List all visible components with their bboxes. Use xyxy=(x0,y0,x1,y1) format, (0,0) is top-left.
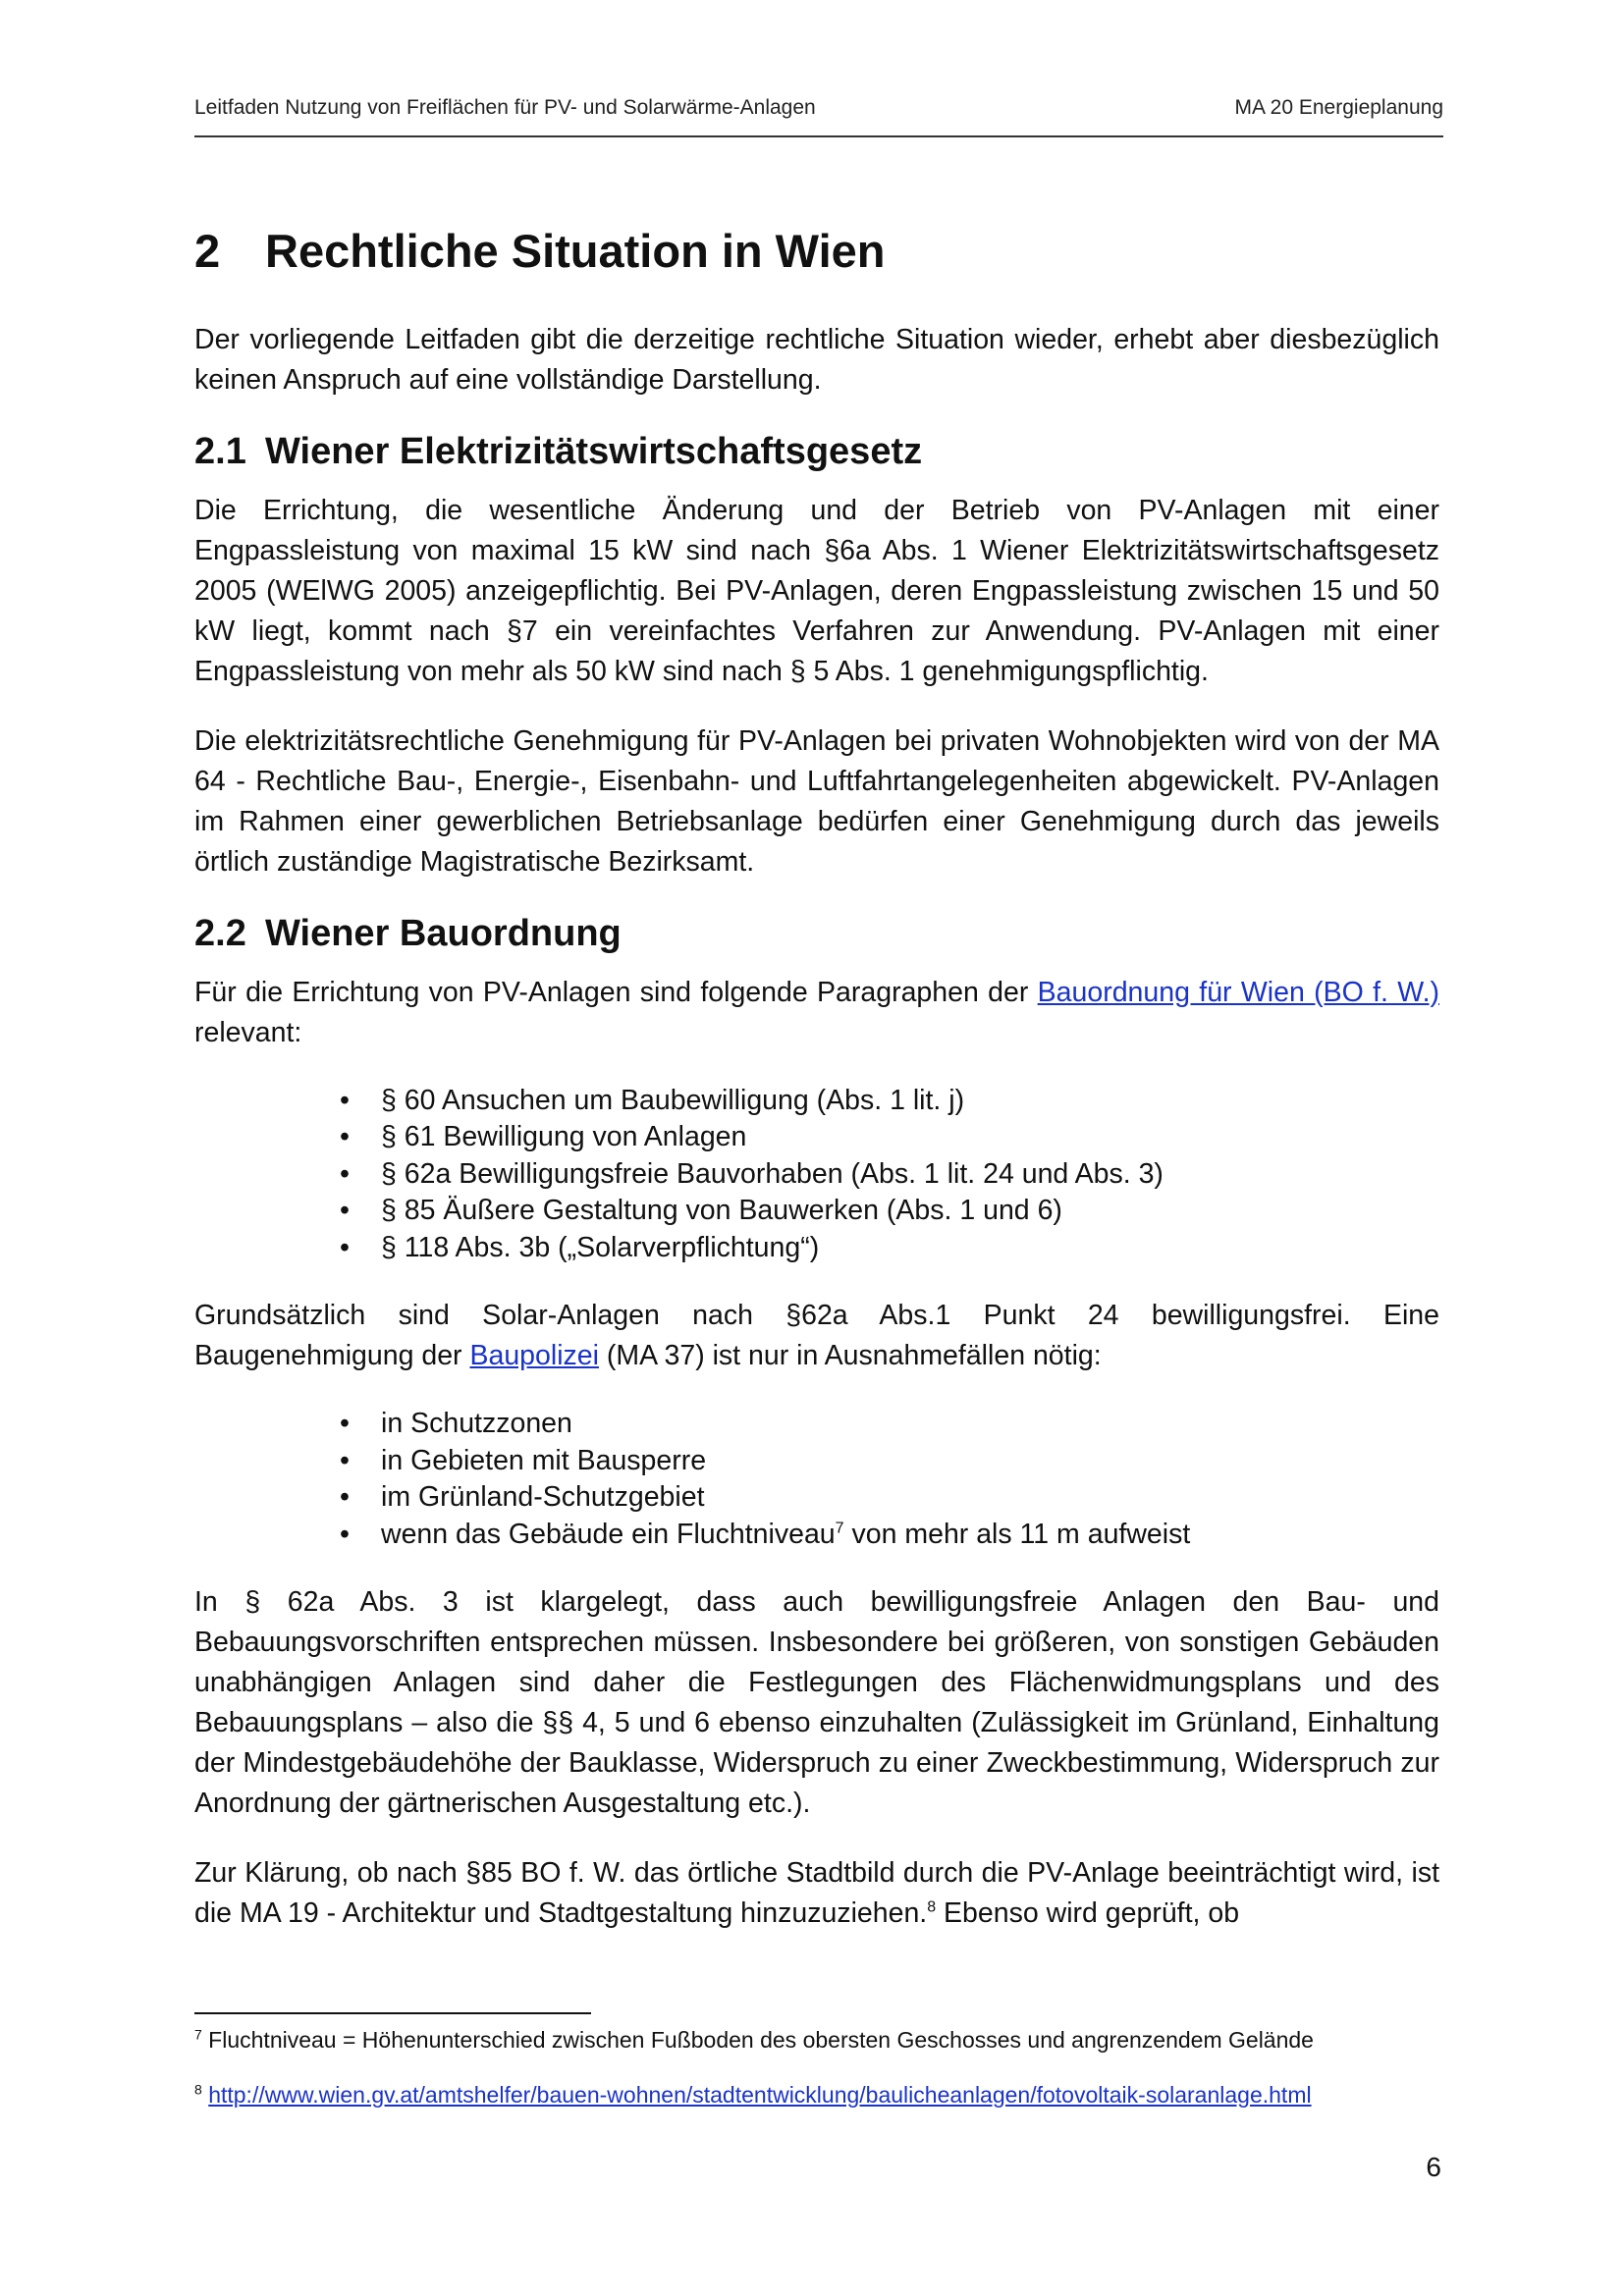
paragraph-stadtbild xyxy=(194,1853,1439,1934)
paragraph-elwg-1: Die Errichtung, die wesentliche Änderung und der Betrieb von PV-Anlagen mit einer Engpassleistung von maximal 15 kW sind nach §6a Abs. 1 Wiener Elektrizitätswirtschaftsgesetz 2005 (WElWG 2005) anzeigepflichtig. Bei PV-Anlagen, deren Engpassleistung zwischen 15 und 50 kW liegt, kommt nach §7 ein vereinfachtes Verfahren zur Anwendung. PV-Anlagen mit einer Engpassleistung von mehr als 50 kW sind nach § 5 Abs. 1 genehmigungspflichtig. xyxy=(194,494,1439,687)
page-header xyxy=(194,96,1443,137)
list-item: • § 118 Abs. 3b („Solarverpflichtung“) xyxy=(381,1230,1439,1267)
baupolizei-link[interactable]: Baupolizei xyxy=(469,1340,599,1372)
paragraph-62a: In § 62a Abs. 3 ist klargelegt, dass auch bewilligungsfreie Anlagen den Bau- und Bebauungsvorschriften entsprechen müssen. Insbesondere bei größeren, von sonstigen Gebäuden unabhängigen Anlagen sind daher die Festlegungen des Flächenwidmungsplans und des Bebauungsplans – also die §§ 4, 5 und 6 ebenso einzuhalten (Zulässigkeit im Grünland, Einhaltung der Mindestgebäudehöhe der Bauklasse, Widerspruch zu einer Zweckbestimmung, Widerspruch zur Anordnung der gärtnerischen Ausgestaltung etc.). xyxy=(194,1586,1439,1820)
list-item: • § 62a Bewilligungsfreie Bauvorhaben (Abs. 1 lit. 24 und Abs. 3) xyxy=(381,1156,1439,1194)
section-number: 2.1 xyxy=(194,431,246,473)
bauordnung-link[interactable]: Bauordnung für Wien (BO f. W.) xyxy=(1037,976,1439,1008)
list-item: • im Grünland-Schutzgebiet xyxy=(381,1479,1439,1517)
paragraph-bewilligungsfrei xyxy=(194,1296,1439,1376)
header-department: MA 20 Energieplanung xyxy=(1234,96,1443,119)
paragraph-elwg-2: Die elektrizitätsrechtliche Genehmigung für PV-Anlagen bei privaten Wohnobjekten wird von der MA 64 - Rechtliche Bau-, Energie-, Eisenbahn- und Luftfahrtangelegenheiten abgewickelt. PV-Anlagen im Rahmen einer gewerblichen Betriebsanlage bedürfen einer Genehmigung durch das jeweils örtlich zuständige Magistratische Bezirksamt. xyxy=(194,724,1439,878)
chapter-number: 2 xyxy=(194,225,221,277)
footnote-ref-7[interactable]: 7 xyxy=(835,1520,844,1537)
footnotes xyxy=(194,2024,1443,2134)
text-run: Für die Errichtung von PV-Anlagen sind folgende Paragraphen der xyxy=(194,976,1038,1008)
intro-paragraph: Der vorliegende Leitfaden gibt die derzeitige rechtliche Situation wieder, erhebt aber diesbezüglich keinen Anspruch auf eine vollständige Darstellung. xyxy=(194,324,1439,397)
section-heading-2-1 xyxy=(194,430,1439,475)
footnote-8 xyxy=(194,2079,1443,2110)
text-run: von mehr als 11 m aufweist xyxy=(843,1518,1191,1550)
text-run: (MA 37) ist nur in Ausnahmefällen nötig: xyxy=(598,1340,1102,1372)
text-run: Grundsätzlich sind Solar-Anlagen nach §62a Abs.1 Punkt 24 bewilligungsfrei. Eine Baugenehmigung der xyxy=(194,1300,1439,1372)
text-run: Ebenso wird geprüft, ob xyxy=(936,1897,1240,1930)
section-number: 2.2 xyxy=(194,912,246,954)
list-item: • § 85 Äußere Gestaltung von Bauwerken (Abs. 1 und 6) xyxy=(381,1193,1439,1230)
main-content xyxy=(194,224,1439,1963)
footnote-mark: 8 xyxy=(194,2081,202,2098)
footnote-text: Fluchtniveau = Höhenunterschied zwischen Fußboden des obersten Geschosses und angrenzendem Gelände xyxy=(201,2027,1314,2053)
header-document-title: Leitfaden Nutzung von Freiflächen für PV- und Solarwärme-Anlagen xyxy=(194,96,816,119)
text-run: Zur Klärung, ob nach §85 BO f. W. das örtliche Stadtbild durch die PV-Anlage beeinträchtigt wird, ist die MA 19 - Architektur und Stadtgestaltung hinzuzuziehen. xyxy=(194,1857,1439,1930)
text-run: wenn das Gebäude ein Fluchtniveau xyxy=(381,1518,836,1550)
list-item: • § 61 Bewilligung von Anlagen xyxy=(381,1119,1439,1156)
exception-list xyxy=(194,1406,1439,1553)
section-heading-2-2 xyxy=(194,912,1439,957)
list-item: • in Schutzzonen xyxy=(381,1406,1439,1443)
footnote-mark: 7 xyxy=(194,2026,202,2043)
list-item: • § 60 Ansuchen um Baubewilligung (Abs. 1 lit. j) xyxy=(381,1083,1439,1120)
footnote-url-link[interactable]: http://www.wien.gv.at/amtshelfer/bauen-wohnen/stadtentwicklung/baulicheanlagen/fotovoltaik-solaranlage.html xyxy=(208,2082,1312,2108)
footnote-separator xyxy=(194,2012,591,2014)
footnote-7 xyxy=(194,2024,1443,2056)
text-run: relevant: xyxy=(194,1016,302,1048)
footnote-ref-8[interactable]: 8 xyxy=(927,1898,937,1916)
paragraph-list xyxy=(194,1083,1439,1267)
section-title: Wiener Elektrizitätswirtschaftsgesetz xyxy=(265,431,923,473)
section-title: Wiener Bauordnung xyxy=(265,912,622,954)
paragraph-bo-intro xyxy=(194,973,1439,1053)
list-item xyxy=(381,1517,1439,1554)
chapter-heading xyxy=(194,224,1439,279)
chapter-title: Rechtliche Situation in Wien xyxy=(265,225,886,277)
page-number: 6 xyxy=(1426,2152,1441,2182)
list-item: • in Gebieten mit Bausperre xyxy=(381,1443,1439,1480)
